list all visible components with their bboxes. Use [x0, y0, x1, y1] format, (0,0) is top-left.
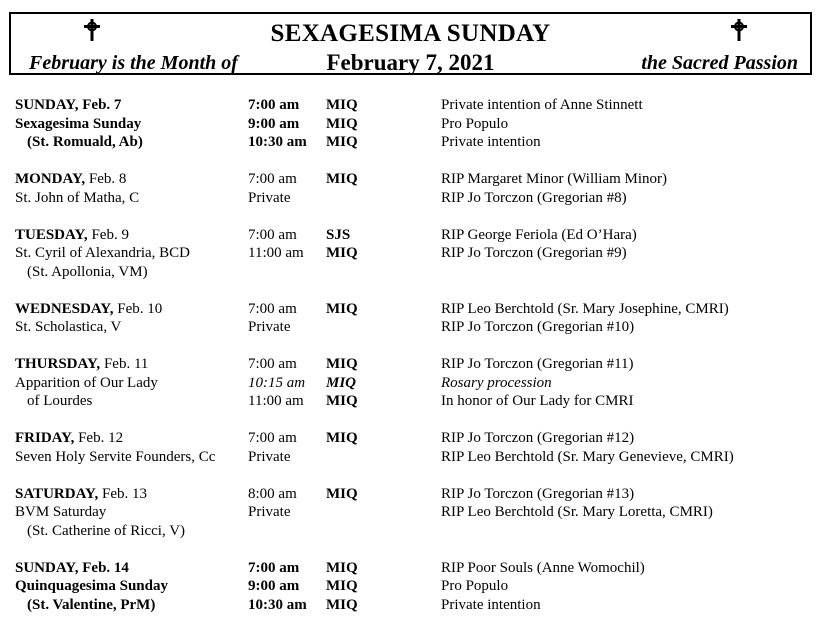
mass-time: Private — [248, 189, 291, 206]
day-block — [15, 559, 815, 615]
mass-intention: RIP Jo Torczon (Gregorian #13) — [441, 485, 635, 502]
mass-intention: Private intention of Anne Stinnett — [441, 97, 643, 113]
mass-intention: RIP Leo Berchtold (Sr. Mary Genevieve, CMRI) — [441, 448, 734, 465]
mass-type: MIQ — [326, 356, 358, 372]
day-block — [15, 429, 815, 466]
mass-time: 10:15 am — [248, 374, 306, 391]
mass-intention: Rosary procession — [441, 374, 552, 391]
day-block — [15, 170, 815, 207]
mass-type: MIQ — [326, 559, 358, 576]
schedule-line — [15, 133, 815, 152]
weekday-label: THURSDAY, Feb. 11 — [15, 356, 149, 372]
bulletin-header — [9, 12, 812, 75]
mass-time: 7:00 am — [248, 171, 297, 187]
mass-type: MIQ — [326, 134, 358, 150]
month-dedication-left: February is the Month of — [29, 52, 238, 74]
mass-time: 9:00 am — [248, 115, 300, 132]
schedule-line — [15, 300, 815, 319]
schedule-line — [15, 448, 815, 467]
mass-intention: RIP Jo Torczon (Gregorian #11) — [441, 356, 634, 372]
mass-intention: Private intention — [441, 596, 541, 613]
weekday-label: SUNDAY, Feb. 7 — [15, 97, 122, 113]
mass-time: 9:00 am — [248, 578, 300, 594]
day-block — [15, 96, 815, 152]
mass-time: Private — [248, 319, 291, 335]
mass-type: MIQ — [326, 578, 358, 594]
mass-intention: Pro Populo — [441, 115, 509, 132]
feast-label: Quinquagesima Sunday — [15, 578, 168, 594]
feast-label: BVM Saturday — [15, 504, 107, 520]
page-date: February 7, 2021 — [326, 50, 495, 75]
mass-intention: RIP Jo Torczon (Gregorian #8) — [441, 189, 627, 206]
mass-time: 7:00 am — [248, 226, 297, 243]
mass-time: 11:00 am — [248, 245, 304, 261]
mass-time: 7:00 am — [248, 430, 297, 446]
mass-intention: In honor of Our Lady for CMRI — [441, 393, 634, 409]
mass-type: MIQ — [326, 374, 357, 391]
feast-label: Seven Holy Servite Founders, Cc — [15, 448, 216, 465]
schedule-line — [15, 485, 815, 504]
mass-intention: RIP Leo Berchtold (Sr. Mary Loretta, CMRI) — [441, 504, 713, 520]
mass-type: MIQ — [326, 300, 358, 317]
schedule-line — [15, 244, 815, 263]
feast-label-secondary: of Lourdes — [27, 393, 93, 409]
feast-label: St. John of Matha, C — [15, 189, 140, 206]
schedule-line — [15, 115, 815, 134]
mass-type: MIQ — [326, 596, 358, 613]
feast-label: St. Scholastica, V — [15, 319, 122, 335]
feast-label-secondary: (St. Romuald, Ab) — [27, 134, 143, 150]
mass-intention: RIP Poor Souls (Anne Womochil) — [441, 559, 645, 576]
mass-type: MIQ — [326, 430, 358, 446]
mass-time: 10:30 am — [248, 596, 307, 613]
mass-type: SJS — [326, 226, 351, 243]
feast-label-secondary: (St. Valentine, PrM) — [27, 596, 156, 613]
mass-time: Private — [248, 448, 291, 465]
feast-label: St. Cyril of Alexandria, BCD — [15, 245, 190, 261]
mass-time: 7:00 am — [248, 559, 300, 576]
day-block — [15, 226, 815, 282]
month-dedication-right: the Sacred Passion — [641, 52, 798, 74]
mass-time: 7:00 am — [248, 300, 297, 317]
schedule-line — [15, 263, 815, 282]
mass-intention: Pro Populo — [441, 578, 509, 594]
mass-schedule — [15, 96, 815, 633]
day-block — [15, 355, 815, 411]
mass-type: MIQ — [326, 115, 358, 132]
mass-intention: RIP Leo Berchtold (Sr. Mary Josephine, CMRI) — [441, 300, 729, 317]
schedule-line — [15, 392, 815, 411]
schedule-line — [15, 189, 815, 208]
weekday-label: MONDAY, Feb. 8 — [15, 171, 127, 187]
mass-time: 11:00 am — [248, 393, 304, 409]
mass-intention: RIP Jo Torczon (Gregorian #9) — [441, 245, 627, 261]
mass-type: MIQ — [326, 393, 358, 409]
schedule-line — [15, 170, 815, 189]
schedule-line — [15, 355, 815, 374]
mass-intention: RIP Margaret Minor (William Minor) — [441, 171, 668, 187]
schedule-line — [15, 577, 815, 596]
mass-intention: RIP Jo Torczon (Gregorian #10) — [441, 319, 635, 335]
page-title: SEXAGESIMA SUNDAY — [270, 20, 551, 47]
weekday-label: SUNDAY, Feb. 14 — [15, 559, 129, 576]
schedule-line — [15, 226, 815, 245]
feast-label: Sexagesima Sunday — [15, 115, 142, 132]
mass-intention: RIP Jo Torczon (Gregorian #12) — [441, 430, 635, 446]
schedule-line — [15, 318, 815, 337]
mass-time: Private — [248, 504, 291, 520]
feast-label-secondary: (St. Catherine of Ricci, V) — [27, 522, 186, 539]
mass-type: MIQ — [326, 245, 358, 261]
mass-intention: Private intention — [441, 134, 541, 150]
day-block — [15, 300, 815, 337]
weekday-label: SATURDAY, Feb. 13 — [15, 485, 147, 502]
schedule-line — [15, 596, 815, 615]
mass-time: 7:00 am — [248, 97, 300, 113]
schedule-line — [15, 522, 815, 541]
schedule-line — [15, 559, 815, 578]
schedule-line — [15, 96, 815, 115]
mass-type: MIQ — [326, 485, 358, 502]
weekday-label: TUESDAY, Feb. 9 — [15, 226, 129, 243]
mass-time: 7:00 am — [248, 356, 297, 372]
schedule-line — [15, 429, 815, 448]
weekday-label: WEDNESDAY, Feb. 10 — [15, 300, 163, 317]
schedule-line — [15, 374, 815, 393]
feast-label: Apparition of Our Lady — [15, 374, 158, 391]
mass-time: 8:00 am — [248, 485, 297, 502]
day-block — [15, 485, 815, 541]
mass-time: 10:30 am — [248, 134, 307, 150]
mass-intention: RIP George Feriola (Ed O’Hara) — [441, 226, 637, 243]
feast-label-secondary: (St. Apollonia, VM) — [27, 263, 148, 280]
mass-type: MIQ — [326, 171, 358, 187]
weekday-label: FRIDAY, Feb. 12 — [15, 430, 124, 446]
schedule-line — [15, 503, 815, 522]
mass-type: MIQ — [326, 97, 358, 113]
